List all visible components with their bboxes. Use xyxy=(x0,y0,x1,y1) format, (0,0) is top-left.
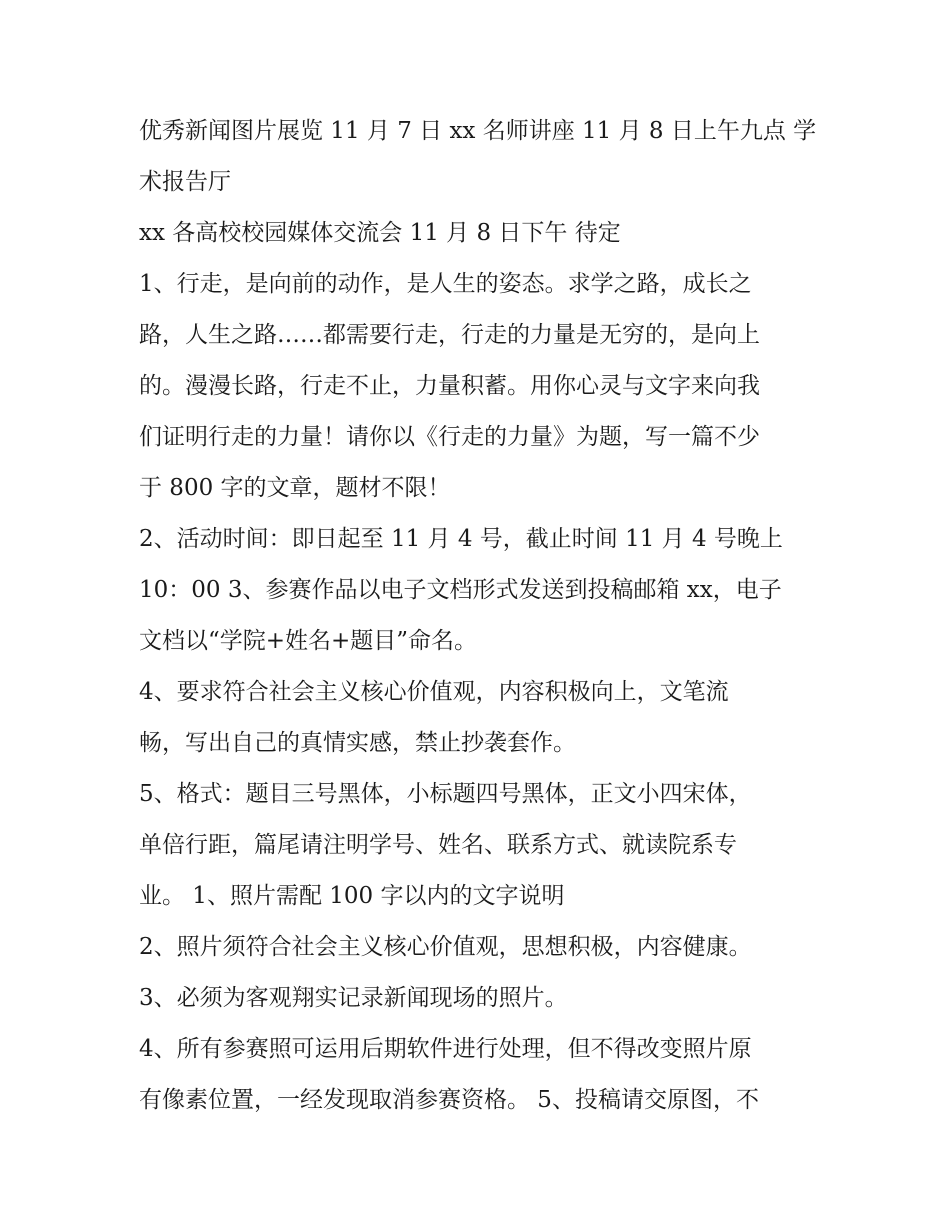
text-line-16: 业。 1、照片需配 100 字以内的文字说明 xyxy=(139,883,565,909)
text-line-11: 文档以“学院+姓名+题目”命名。 xyxy=(139,628,478,654)
document-body xyxy=(139,106,819,1126)
text-line-1: 优秀新闻图片展览 11 月 7 日 xx 名师讲座 11 月 8 日上午九点 学 xyxy=(139,118,817,144)
text-line-10: 10：00 3、参赛作品以电子文档形式发送到投稿邮箱 xx，电子 xyxy=(139,577,782,603)
text-line-19: 4、所有参赛照可运用后期软件进行处理，但不得改变照片原 xyxy=(139,1036,752,1062)
text-line-7: 们证明行走的力量！请你以《行走的力量》为题，写一篇不少 xyxy=(139,424,760,450)
text-line-18: 3、必须为客观翔实记录新闻现场的照片。 xyxy=(139,985,568,1011)
text-line-3: xx 各高校校园媒体交流会 11 月 8 日下午 待定 xyxy=(139,220,621,246)
text-line-8: 于 800 字的文章，题材不限！ xyxy=(139,475,451,501)
text-line-9: 2、活动时间：即日起至 11 月 4 号，截止时间 11 月 4 号晚上 xyxy=(139,526,783,552)
text-line-14: 5、格式：题目三号黑体，小标题四号黑体，正文小四宋体， xyxy=(139,781,752,807)
text-line-5: 路，人生之路……都需要行走，行走的力量是无穷的，是向上 xyxy=(139,322,760,348)
text-line-17: 2、照片须符合社会主义核心价值观，思想积极，内容健康。 xyxy=(139,934,752,960)
text-line-2: 术报告厅 xyxy=(139,169,231,195)
text-line-6: 的。漫漫长路，行走不止，力量积蓄。用你心灵与文字来向我 xyxy=(139,373,760,399)
text-line-15: 单倍行距，篇尾请注明学号、姓名、联系方式、就读院系专 xyxy=(139,832,737,858)
text-line-20: 有像素位置，一经发现取消参赛资格。 5、投稿请交原图，不 xyxy=(139,1087,759,1113)
text-line-13: 畅，写出自己的真情实感，禁止抄袭套作。 xyxy=(139,730,576,756)
text-line-4: 1、行走，是向前的动作，是人生的姿态。求学之路，成长之 xyxy=(139,271,752,297)
text-line-12: 4、要求符合社会主义核心价值观，内容积极向上，文笔流 xyxy=(139,679,729,705)
